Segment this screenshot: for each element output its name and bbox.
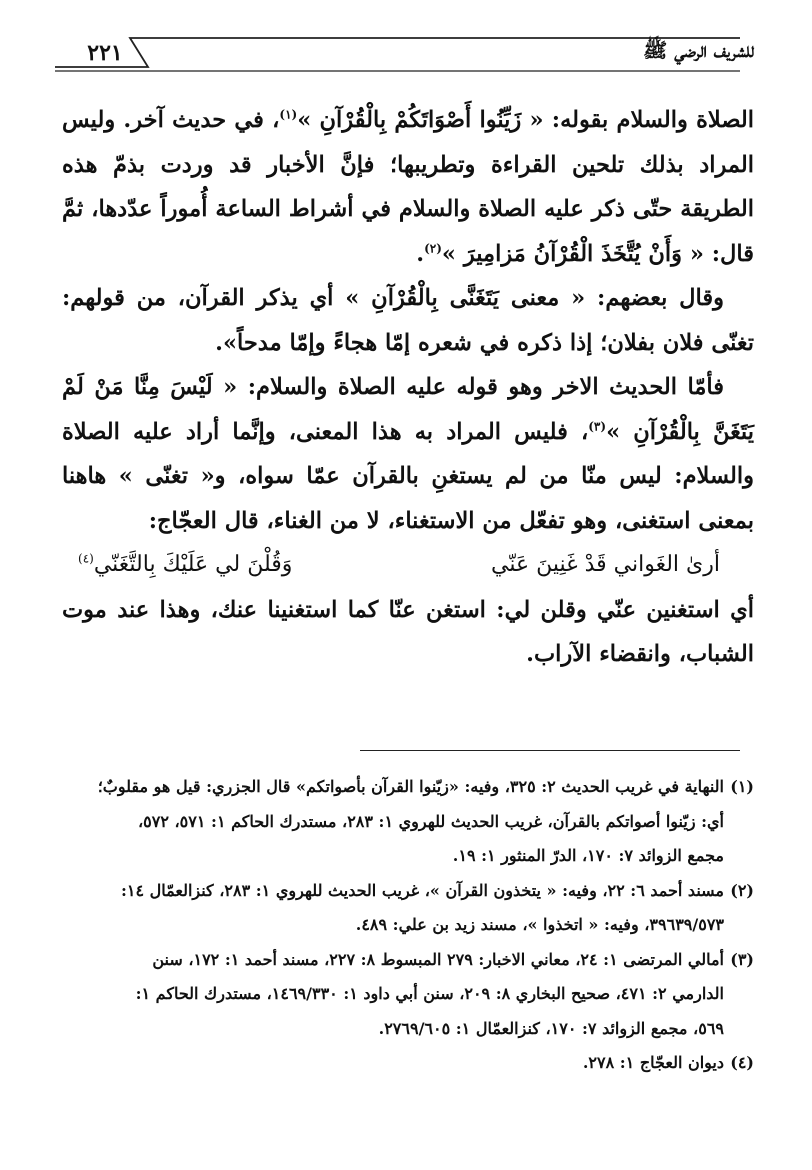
footnote-number: (٣) (730, 949, 754, 969)
footnote-ref-3: (٣) (588, 419, 607, 433)
verse-second-hemistich: وَقُلْنَ لي عَلَيْكَ بِالتَّغَنّي$^{(٤)}$ (78, 551, 293, 577)
footnote-number: (١) (730, 777, 754, 796)
page-header (0, 0, 812, 80)
footnote-number: (٤) (730, 1053, 754, 1072)
main-text (62, 98, 754, 677)
footnote-4: (٤) ديوان العجّاج ١: ٢٧٨. (62, 1046, 754, 1081)
paragraph-1: الصلاة والسلام بقوله: « زَيِّنُوا أَصْوَاتَكُمْ بِالْقُرْآنِ »$^{(١)}$، في حديث آخر. وليس المراد بذلك تلحين القراءة وتطريبها؛ فإنَّ الأخبار قد وردت بذمّ هذه الطريقة حتّى ذكر عليه الصلاة والسلام في أشراط الساعة أُموراً عدّدها، ثمَّ قال: « وَأَنْ يُتَّخَذَ الْقُرْآنُ مَزامِيرَ »$^{(٢)}$. (62, 107, 754, 267)
footnotes (62, 770, 754, 1081)
footnote-ref-1: (١) (279, 107, 298, 122)
paragraph-4: أي استغنين عنّي وقلن لي: استغن عنّا كما استغنينا عنك، وهذا عند موت الشباب، وانقضاء الآراب. (62, 596, 754, 667)
footnote-ref-4: (٤) (78, 551, 94, 566)
footnote-3: (٣) أمالي المرتضى ١: ٢٤، معاني الاخبار: ٢٧٩ المبسوط ٨: ٢٢٧، مسند أحمد ١: ١٧٢، سنن الدارمي ٢: ٤٧١، صحيح البخاري ٨: ٢٠٩، سنن أبي داود ١: ١٤٦٩/٣٣٠، مستدرك الحاكم ١: ٥٦٩، مجمع الزوائد ٧: ١٧٠، كنزالعمّال ١: ٢٧٦٩/٦٠٥. (62, 943, 754, 1047)
verse-first-hemistich: أرىٰ الغَواني قَدْ غَنِينَ عَنّي (491, 552, 720, 577)
poetry-verse (62, 543, 754, 588)
paragraph-3: فأمّا الحديث الاخر وهو قوله عليه الصلاة والسلام: « لَيْسَ مِنَّا مَنْ لَمْ يَتَغَنَّ بِالْقُرْآنِ »$^{(٣)}$، فليس المراد به هذا المعنى، وإنَّما أراد عليه الصلاة والسلام: ليس منّا من لم يستغنِ بالقرآن عمّا سواه، و« تغنّى » هاهنا بمعنى استغنى، وهو تفعّل من الاستغناء، لا من الغناء، قال العجّاج: (62, 374, 754, 534)
page-number: ٢٢١ (87, 40, 123, 66)
running-head: للشريف الرضي ﷺ (643, 38, 754, 62)
footnote-ref-2: (٢) (424, 241, 442, 255)
footnote-separator (360, 750, 740, 751)
paragraph-2: وقال بعضهم: « معنى يَتَغَنَّى بِالْقُرْآنِ » أي يذكر القرآن، من قولهم: تغنّى فلان بفلان؛ إذا ذكره في شعره إمّا هجاءً وإمّا مدحاً». (62, 285, 754, 356)
footnote-2: (٢) مسند أحمد ٦: ٢٢، وفيه: « يتخذون القرآن »، غريب الحديث للهروي ١: ٢٨٣، كنزالعمّال ١٤: ٣٩٦٣٩/٥٧٣، وفيه: « اتخذوا »، مسند زيد بن علي: ٤٨٩. (62, 874, 754, 943)
footnote-1: (١) النهاية في غريب الحديث ٢: ٣٢٥، وفيه: «زيّنوا القرآن بأصواتكم» قال الجزري: قيل هو مقلوبٌ؛ أي: زيّنوا أصواتكم بالقرآن، غريب الحديث للهروي ١: ٢٨٣، مستدرك الحاكم ١: ٥٧١، ٥٧٢، مجمع الزوائد ٧: ١٧٠، الدرّ المنثور ١: ١٩. (62, 770, 754, 874)
footnote-number: (٢) (730, 880, 754, 900)
